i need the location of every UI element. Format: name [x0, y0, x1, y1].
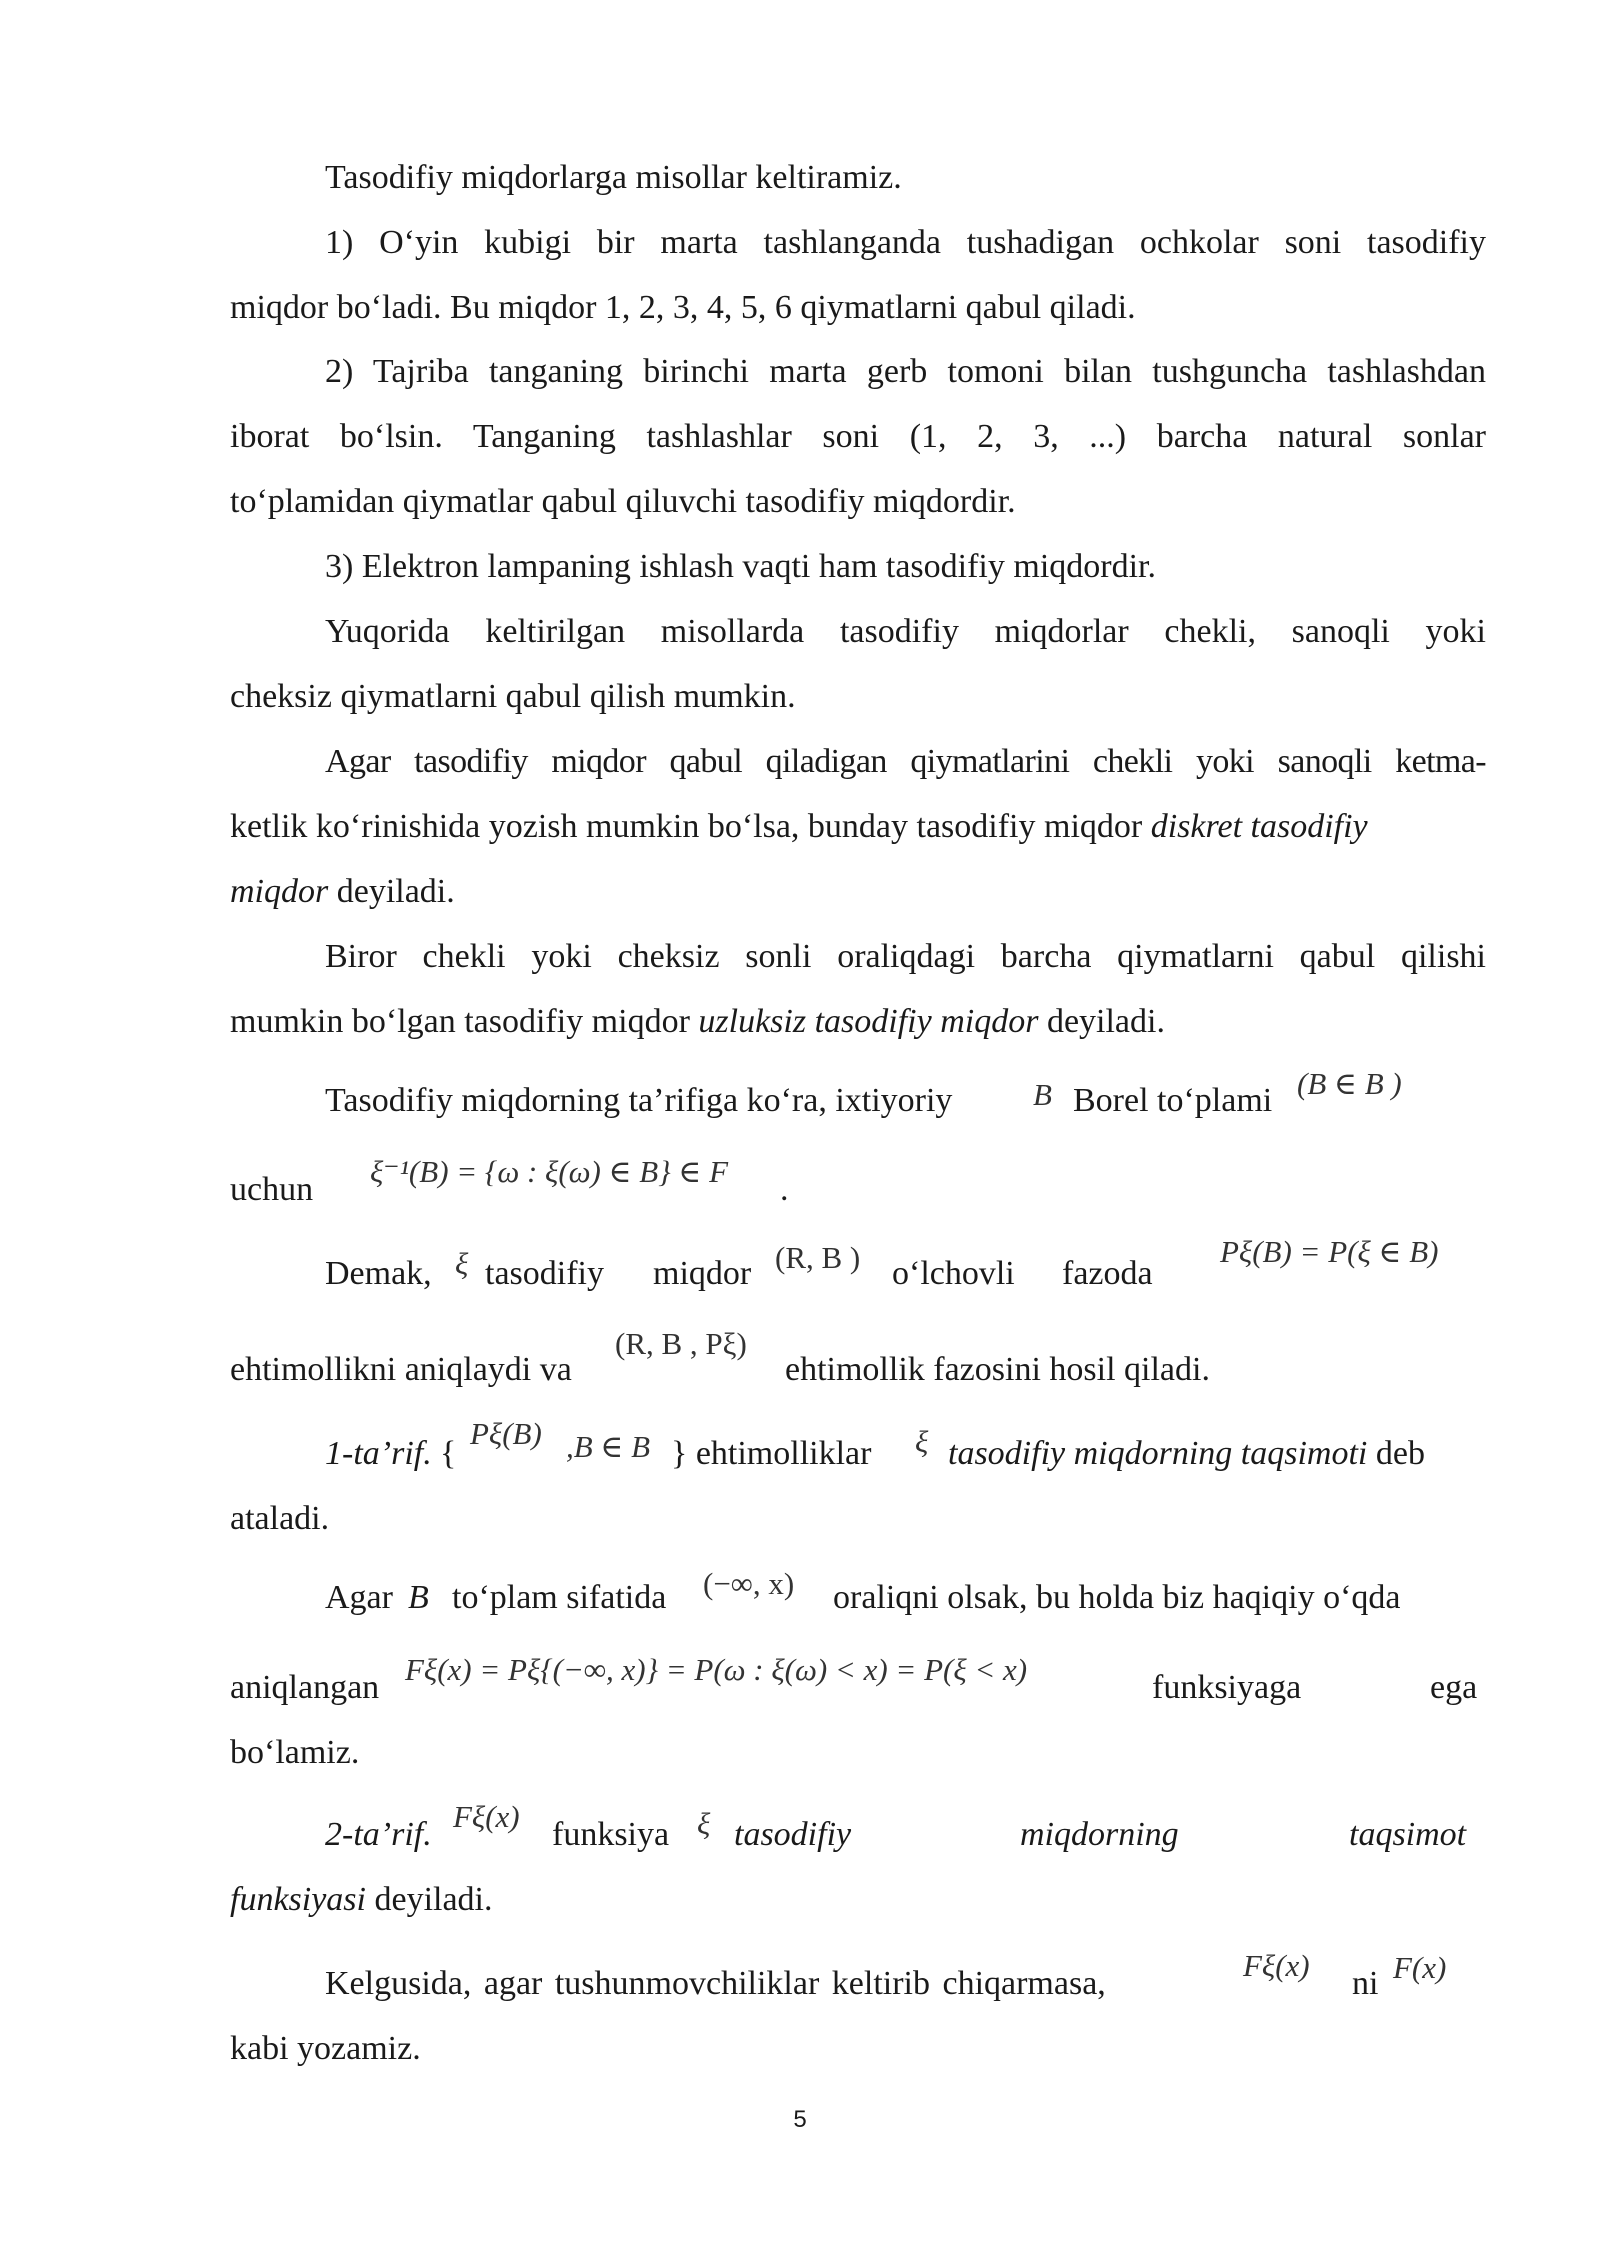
paragraph-line: ataladi. [230, 1500, 330, 1537]
text-span: Agar [325, 1579, 393, 1616]
text-span: funksiya [552, 1816, 670, 1853]
text-span: uchun [230, 1171, 314, 1208]
italic-term: taqsimot [1349, 1816, 1467, 1853]
paragraph-line: bo‘lamiz. [230, 1734, 360, 1771]
text-span: deyiladi. [365, 1881, 493, 1918]
paragraph-line: kabi yozamiz. [230, 2030, 421, 2067]
text-span: fazoda [1062, 1255, 1153, 1292]
italic-term: miqdorning [1020, 1816, 1179, 1853]
text-span: tasodifiy [485, 1255, 604, 1292]
xi-symbol: ξ [455, 1246, 469, 1281]
paragraph-line: cheksiz qiymatlarni qabul qilish mumkin. [230, 678, 796, 715]
definition-label: 2-ta’rif. [325, 1816, 432, 1853]
text-span: funksiyaga [1152, 1669, 1302, 1706]
text-span: . [780, 1171, 789, 1208]
paragraph-line [230, 805, 1486, 849]
italic-term: miqdor [230, 873, 329, 910]
text-span: Demak, [325, 1255, 432, 1292]
definition-label: 1-ta’rif. [325, 1435, 432, 1472]
text-span: deb [1367, 1435, 1425, 1472]
xi-symbol: ξ [697, 1806, 711, 1841]
text-span: to‘plam sifatida [452, 1579, 667, 1616]
math-formula: Fξ(x) = Pξ{(−∞, x)} = P(ω : ξ(ω) < x) = P(ξ < x) [405, 1652, 1028, 1687]
math-formula: (R, B ) [775, 1240, 861, 1275]
paragraph-line: 2) Tajriba tanganing birinchi marta gerb tomoni bilan tushguncha tashlashdan [325, 353, 1486, 390]
paragraph-line [230, 1000, 1486, 1044]
math-formula: Pξ(B) = P(ξ ∈ B) [1220, 1234, 1439, 1269]
text-span: ketlik ko‘rinishida yozish mumkin bo‘lsa, bunday tasodifiy miqdor [230, 808, 1151, 845]
text-span: Tasodifiy miqdorning ta’rifiga ko‘ra, ixtiyoriy [325, 1082, 953, 1119]
italic-term: tasodifiy miqdorning taqsimoti [948, 1435, 1368, 1472]
page-number: 5 [793, 2106, 807, 2133]
text-span: ega [1430, 1669, 1478, 1706]
paragraph-line: Biror chekli yoki cheksiz sonli oraliqdagi barcha qiymatlarni qabul qilishi [325, 938, 1486, 975]
text-span: Kelgusida, agar tushunmovchiliklar keltirib chiqarmasa, [325, 1965, 1106, 2002]
text-span: ni [1352, 1965, 1379, 2002]
text-span: Borel to‘plami [1073, 1082, 1273, 1119]
text-span: miqdor [653, 1255, 752, 1292]
text-span: deyiladi. [328, 873, 455, 910]
math-formula: Fξ(x) [453, 1799, 520, 1834]
text-span: oraliqni olsak, bu holda biz haqiqiy o‘qda [833, 1579, 1401, 1616]
math-formula: Fξ(x) [1243, 1948, 1310, 1983]
italic-term: diskret tasodifiy [1150, 808, 1368, 845]
math-formula: Pξ(B) [470, 1416, 542, 1451]
paragraph-line: Agar tasodifiy miqdor qabul qiladigan qiymatlarini chekli yoki sanoqli ketma- [325, 743, 1486, 780]
paragraph-line: 3) Elektron lampaning ishlash vaqti ham tasodifiy miqdordir. [325, 548, 1156, 585]
text-span: ehtimollik fazosini hosil qiladi. [785, 1351, 1210, 1388]
math-formula: (−∞, x) [703, 1566, 795, 1601]
paragraph-line: Tasodifiy miqdorlarga misollar keltiramiz. [325, 159, 902, 196]
text-span: ehtimollikni aniqlaydi va [230, 1351, 572, 1388]
text-span [948, 1432, 1425, 1476]
text-span: mumkin bo‘lgan tasodifiy miqdor [230, 1003, 699, 1040]
paragraph-line [230, 870, 1486, 914]
paragraph-line: Yuqorida keltirilgan misollarda tasodifiy miqdorlar chekli, sanoqli yoki [325, 613, 1486, 650]
text-span: B [408, 1579, 429, 1616]
xi-symbol: ξ [915, 1424, 929, 1459]
paragraph-line: miqdor bo‘ladi. Bu miqdor 1, 2, 3, 4, 5, 6 qiymatlarni qabul qiladi. [230, 289, 1136, 326]
math-formula: ξ⁻¹(B) = {ω : ξ(ω) ∈ B} ∈ F [370, 1154, 729, 1189]
math-formula: (B ∈ B ) [1297, 1066, 1402, 1101]
text-span: } ehtimolliklar [671, 1435, 872, 1472]
math-formula: F(x) [1393, 1950, 1447, 1985]
math-formula: B [1033, 1077, 1052, 1112]
math-formula: ,B ∈ B [566, 1429, 651, 1464]
math-formula: (R, B , Pξ) [615, 1326, 747, 1361]
italic-term: funksiyasi [230, 1881, 366, 1918]
italic-term: uzluksiz tasodifiy miqdor [698, 1003, 1039, 1040]
italic-term: tasodifiy [734, 1816, 852, 1853]
text-span: deyiladi. [1038, 1003, 1165, 1040]
paragraph-line: 1) O‘yin kubigi bir marta tashlanganda tushadigan ochkolar soni tasodifiy [325, 224, 1486, 261]
text-span: o‘lchovli [892, 1255, 1015, 1292]
text-span: aniqlangan [230, 1669, 380, 1706]
paragraph-line [230, 1878, 1486, 1922]
text-span: { [440, 1435, 457, 1472]
paragraph-line: to‘plamidan qiymatlar qabul qiluvchi tasodifiy miqdordir. [230, 483, 1016, 520]
paragraph-line: iborat bo‘lsin. Tanganing tashlashlar soni (1, 2, 3, ...) barcha natural sonlar [230, 418, 1486, 455]
